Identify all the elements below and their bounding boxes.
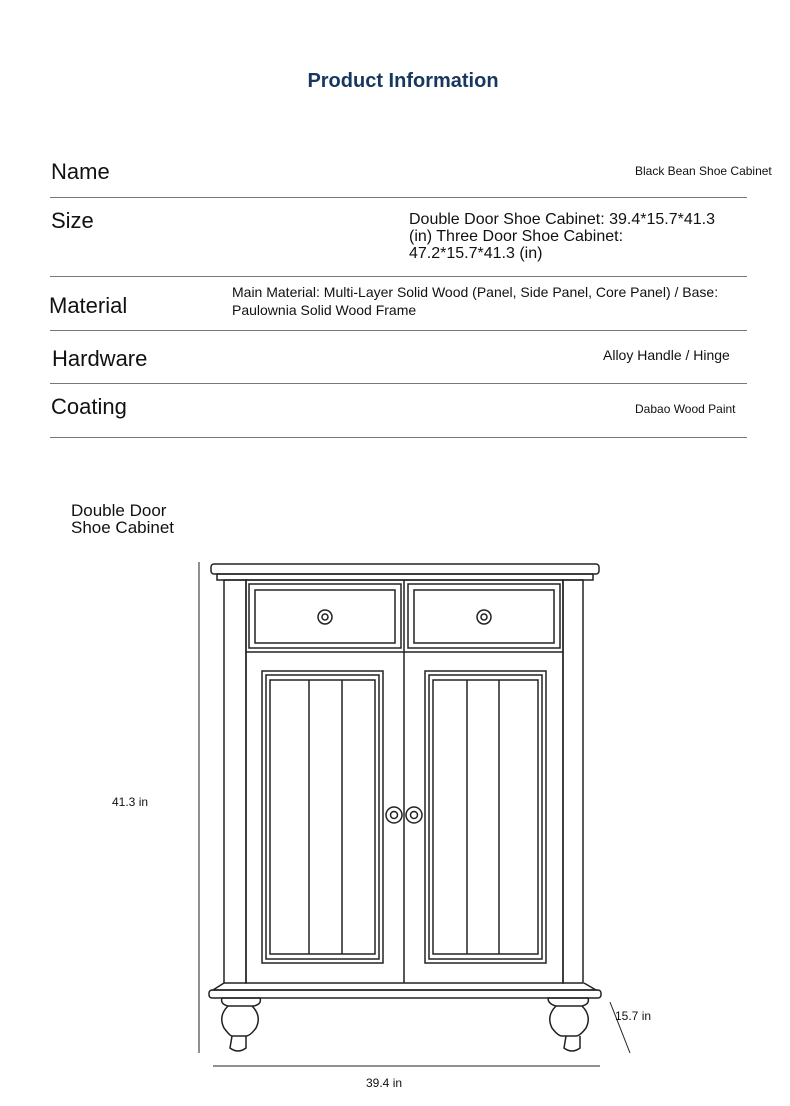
cabinet-left-post — [224, 580, 246, 983]
spec-row-size — [50, 198, 747, 277]
spec-value-name: Black Bean Shoe Cabinet — [635, 164, 772, 178]
page-title: Product Information — [307, 70, 499, 92]
door-right-knob — [406, 807, 422, 823]
spec-row-material — [50, 277, 747, 331]
drawer-right-knob — [477, 610, 491, 624]
drawer-right — [408, 584, 560, 648]
spec-label-name: Name — [51, 159, 110, 184]
drawer-left — [249, 584, 401, 648]
spec-value-material: Main Material: Multi-Layer Solid Wood (Panel, Side Panel, Core Panel) / Base: Paulownia Solid Wood Frame — [232, 284, 719, 318]
cabinet-base — [209, 990, 601, 998]
spec-row-coating — [50, 384, 747, 438]
height-dimension-label: 41.3 in — [112, 795, 149, 809]
depth-dimension-label: 15.7 in — [615, 1009, 652, 1023]
spec-label-size: Size — [51, 208, 94, 233]
drawer-left-knob — [318, 610, 332, 624]
spec-label-material: Material — [49, 293, 128, 318]
cabinet-line-drawing — [0, 540, 790, 1106]
spec-row-hardware — [50, 331, 747, 384]
leg-right — [548, 998, 588, 1006]
cabinet-right-post — [563, 580, 583, 983]
leg-left — [222, 998, 261, 1006]
diagram-title: Double Door Shoe Cabinet — [71, 501, 175, 537]
cabinet-top — [211, 564, 599, 574]
spec-value-hardware: Alloy Handle / Hinge — [603, 347, 730, 363]
door-left-knob — [386, 807, 402, 823]
spec-label-coating: Coating — [51, 394, 127, 419]
width-dimension-label: 39.4 in — [366, 1076, 403, 1090]
spec-label-hardware: Hardware — [52, 346, 148, 371]
spec-value-size: Double Door Shoe Cabinet: 39.4*15.7*41.3 (in) Three Door Shoe Cabinet: 47.2*15.7*41.3 (in) — [409, 211, 715, 262]
door-right — [425, 671, 546, 963]
spec-value-coating: Dabao Wood Paint — [635, 402, 736, 416]
door-left — [262, 671, 383, 963]
